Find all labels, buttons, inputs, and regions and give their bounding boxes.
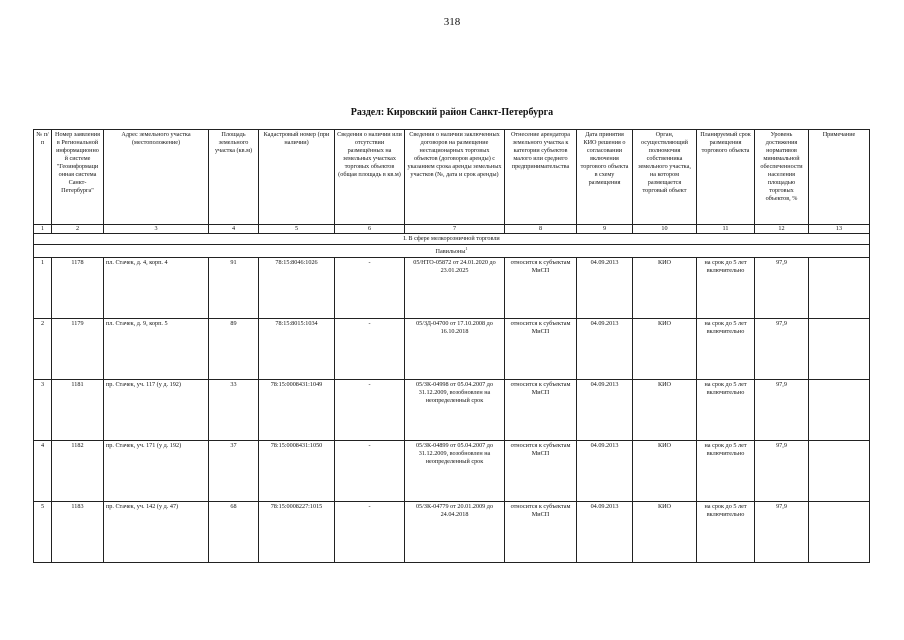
existing-objects: - — [335, 441, 405, 502]
column-number: 2 — [52, 225, 104, 234]
planned-term: на срок до 5 лет включительно — [697, 258, 755, 319]
existing-objects: - — [335, 502, 405, 563]
application-number: 1182 — [52, 441, 104, 502]
page-number: 318 — [443, 16, 461, 28]
contract-info: 05/ЗК-04899 от 05.04.2007 до 31.12.2009, возобновлен на неопределенный срок — [405, 441, 505, 502]
provision-level: 97,9 — [755, 502, 809, 563]
authority-cell: КИО — [633, 258, 697, 319]
table-row — [34, 502, 870, 563]
table-row — [34, 319, 870, 380]
planned-term: на срок до 5 лет включительно — [697, 441, 755, 502]
column-number: 9 — [577, 225, 633, 234]
header-cell: Адрес земельного участка (местоположение) — [104, 130, 209, 225]
column-number: 3 — [104, 225, 209, 234]
note-cell — [809, 502, 870, 563]
table-row — [34, 380, 870, 441]
area-cell: 91 — [209, 258, 259, 319]
header-cell: Дата принятия КИО решения о согласовании включения торгового объекта в схему размещения — [577, 130, 633, 225]
header-cell: Сведения о наличии или отсутствии размещённых на земельных участках торговых объектов (общая площадь в кв.м) — [335, 130, 405, 225]
row-number: 1 — [34, 258, 52, 319]
header-cell: № п/п — [34, 130, 52, 225]
column-number: 12 — [755, 225, 809, 234]
header-cell: Номер заявления в Региональной информационно й системе "Геоинформаци онная система Санкт-Петербурга" — [52, 130, 104, 225]
authority-cell: КИО — [633, 319, 697, 380]
column-number: 5 — [259, 225, 335, 234]
decision-date: 04.09.2013 — [577, 319, 633, 380]
area-cell: 89 — [209, 319, 259, 380]
category-row — [34, 234, 870, 245]
cadastral-number: 78:15:0008431:1050 — [259, 441, 335, 502]
authority-cell: КИО — [633, 502, 697, 563]
header-cell: Уровень достижения нормативов минимальной обеспеченности населения площадью торговых объектов, % — [755, 130, 809, 225]
provision-level: 97,9 — [755, 380, 809, 441]
decision-date: 04.09.2013 — [577, 380, 633, 441]
row-number: 3 — [34, 380, 52, 441]
column-number: 10 — [633, 225, 697, 234]
planned-term: на срок до 5 лет включительно — [697, 319, 755, 380]
area-cell: 33 — [209, 380, 259, 441]
provision-level: 97,9 — [755, 258, 809, 319]
table-row — [34, 441, 870, 502]
cadastral-number: 78:15:0008227:1015 — [259, 502, 335, 563]
footnote-marker: 1 — [465, 246, 468, 251]
column-number: 8 — [505, 225, 577, 234]
column-number: 1 — [34, 225, 52, 234]
register-table — [33, 129, 870, 563]
authority-cell: КИО — [633, 380, 697, 441]
header-cell: Примечание — [809, 130, 870, 225]
sme-status: относится к субъектам МиСП — [505, 258, 577, 319]
note-cell — [809, 380, 870, 441]
header-cell: Орган, осуществляющий полномочия собственника земельного участка, на котором размещается торговый объект — [633, 130, 697, 225]
note-cell — [809, 441, 870, 502]
decision-date: 04.09.2013 — [577, 258, 633, 319]
sme-status: относится к субъектам МиСП — [505, 319, 577, 380]
planned-term: на срок до 5 лет включительно — [697, 502, 755, 563]
area-cell: 68 — [209, 502, 259, 563]
column-number: 4 — [209, 225, 259, 234]
header-cell: Площадь земельного участка (кв.м) — [209, 130, 259, 225]
row-number: 4 — [34, 441, 52, 502]
contract-info: 05/ЗК-04998 от 05.04.2007 до 31.12.2009, возобновлен на неопределенный срок — [405, 380, 505, 441]
column-number-row — [34, 225, 870, 234]
application-number: 1183 — [52, 502, 104, 563]
header-cell: Кадастровый номер (при наличии) — [259, 130, 335, 225]
provision-level: 97,9 — [755, 319, 809, 380]
contract-info: 05/ЗК-04779 от 20.01.2009 до 24.04.2018 — [405, 502, 505, 563]
authority-cell: КИО — [633, 441, 697, 502]
note-cell — [809, 319, 870, 380]
existing-objects: - — [335, 319, 405, 380]
section-title: Раздел: Кировский район Санкт-Петербурга — [350, 107, 554, 118]
column-number: 6 — [335, 225, 405, 234]
header-row — [34, 130, 870, 225]
address-cell: пр. Стачек, уч. 171 (у д. 192) — [104, 441, 209, 502]
header-cell: Планируемый срок размещения торгового объекта — [697, 130, 755, 225]
column-number: 11 — [697, 225, 755, 234]
subcategory-cell — [34, 245, 870, 258]
application-number: 1181 — [52, 380, 104, 441]
sme-status: относится к субъектам МиСП — [505, 441, 577, 502]
cadastral-number: 78:15:0008431:1049 — [259, 380, 335, 441]
row-number: 2 — [34, 319, 52, 380]
cadastral-number: 78:15:8046:1026 — [259, 258, 335, 319]
header-cell: Отнесение арендатора земельного участка к категории субъектов малого или среднего предпринимательства — [505, 130, 577, 225]
existing-objects: - — [335, 380, 405, 441]
area-cell: 37 — [209, 441, 259, 502]
contract-info: 05/ЗД-04700 от 17.10.2008 до 16.10.2018 — [405, 319, 505, 380]
column-number: 13 — [809, 225, 870, 234]
sme-status: относится к субъектам МиСП — [505, 380, 577, 441]
provision-level: 97,9 — [755, 441, 809, 502]
cadastral-number: 78:15:8015:1034 — [259, 319, 335, 380]
subcategory-row — [34, 245, 870, 258]
table-row — [34, 258, 870, 319]
address-cell: пл. Стачек, д. 9, корп. 5 — [104, 319, 209, 380]
application-number: 1179 — [52, 319, 104, 380]
contract-info: 05/НТО-05872 от 24.01.2020 до 23.01.2025 — [405, 258, 505, 319]
header-cell: Сведения о наличии заключенных договоров на размещение нестационарных торговых объектов (договоров аренды) с указанием срока аренды земельных участков (№, дата и срок аренды) — [405, 130, 505, 225]
decision-date: 04.09.2013 — [577, 502, 633, 563]
decision-date: 04.09.2013 — [577, 441, 633, 502]
planned-term: на срок до 5 лет включительно — [697, 380, 755, 441]
category-title: I. В сфере мелкорозничной торговли — [34, 234, 870, 245]
application-number: 1178 — [52, 258, 104, 319]
address-cell: пл. Стачек, д. 4, корп. 4 — [104, 258, 209, 319]
row-number: 5 — [34, 502, 52, 563]
address-cell: пр. Стачек, уч. 142 (у д. 47) — [104, 502, 209, 563]
sme-status: относится к субъектам МиСП — [505, 502, 577, 563]
subcategory-title: Павильоны — [435, 248, 466, 256]
address-cell: пр. Стачек, уч. 117 (у д. 192) — [104, 380, 209, 441]
column-number: 7 — [405, 225, 505, 234]
existing-objects: - — [335, 258, 405, 319]
note-cell — [809, 258, 870, 319]
